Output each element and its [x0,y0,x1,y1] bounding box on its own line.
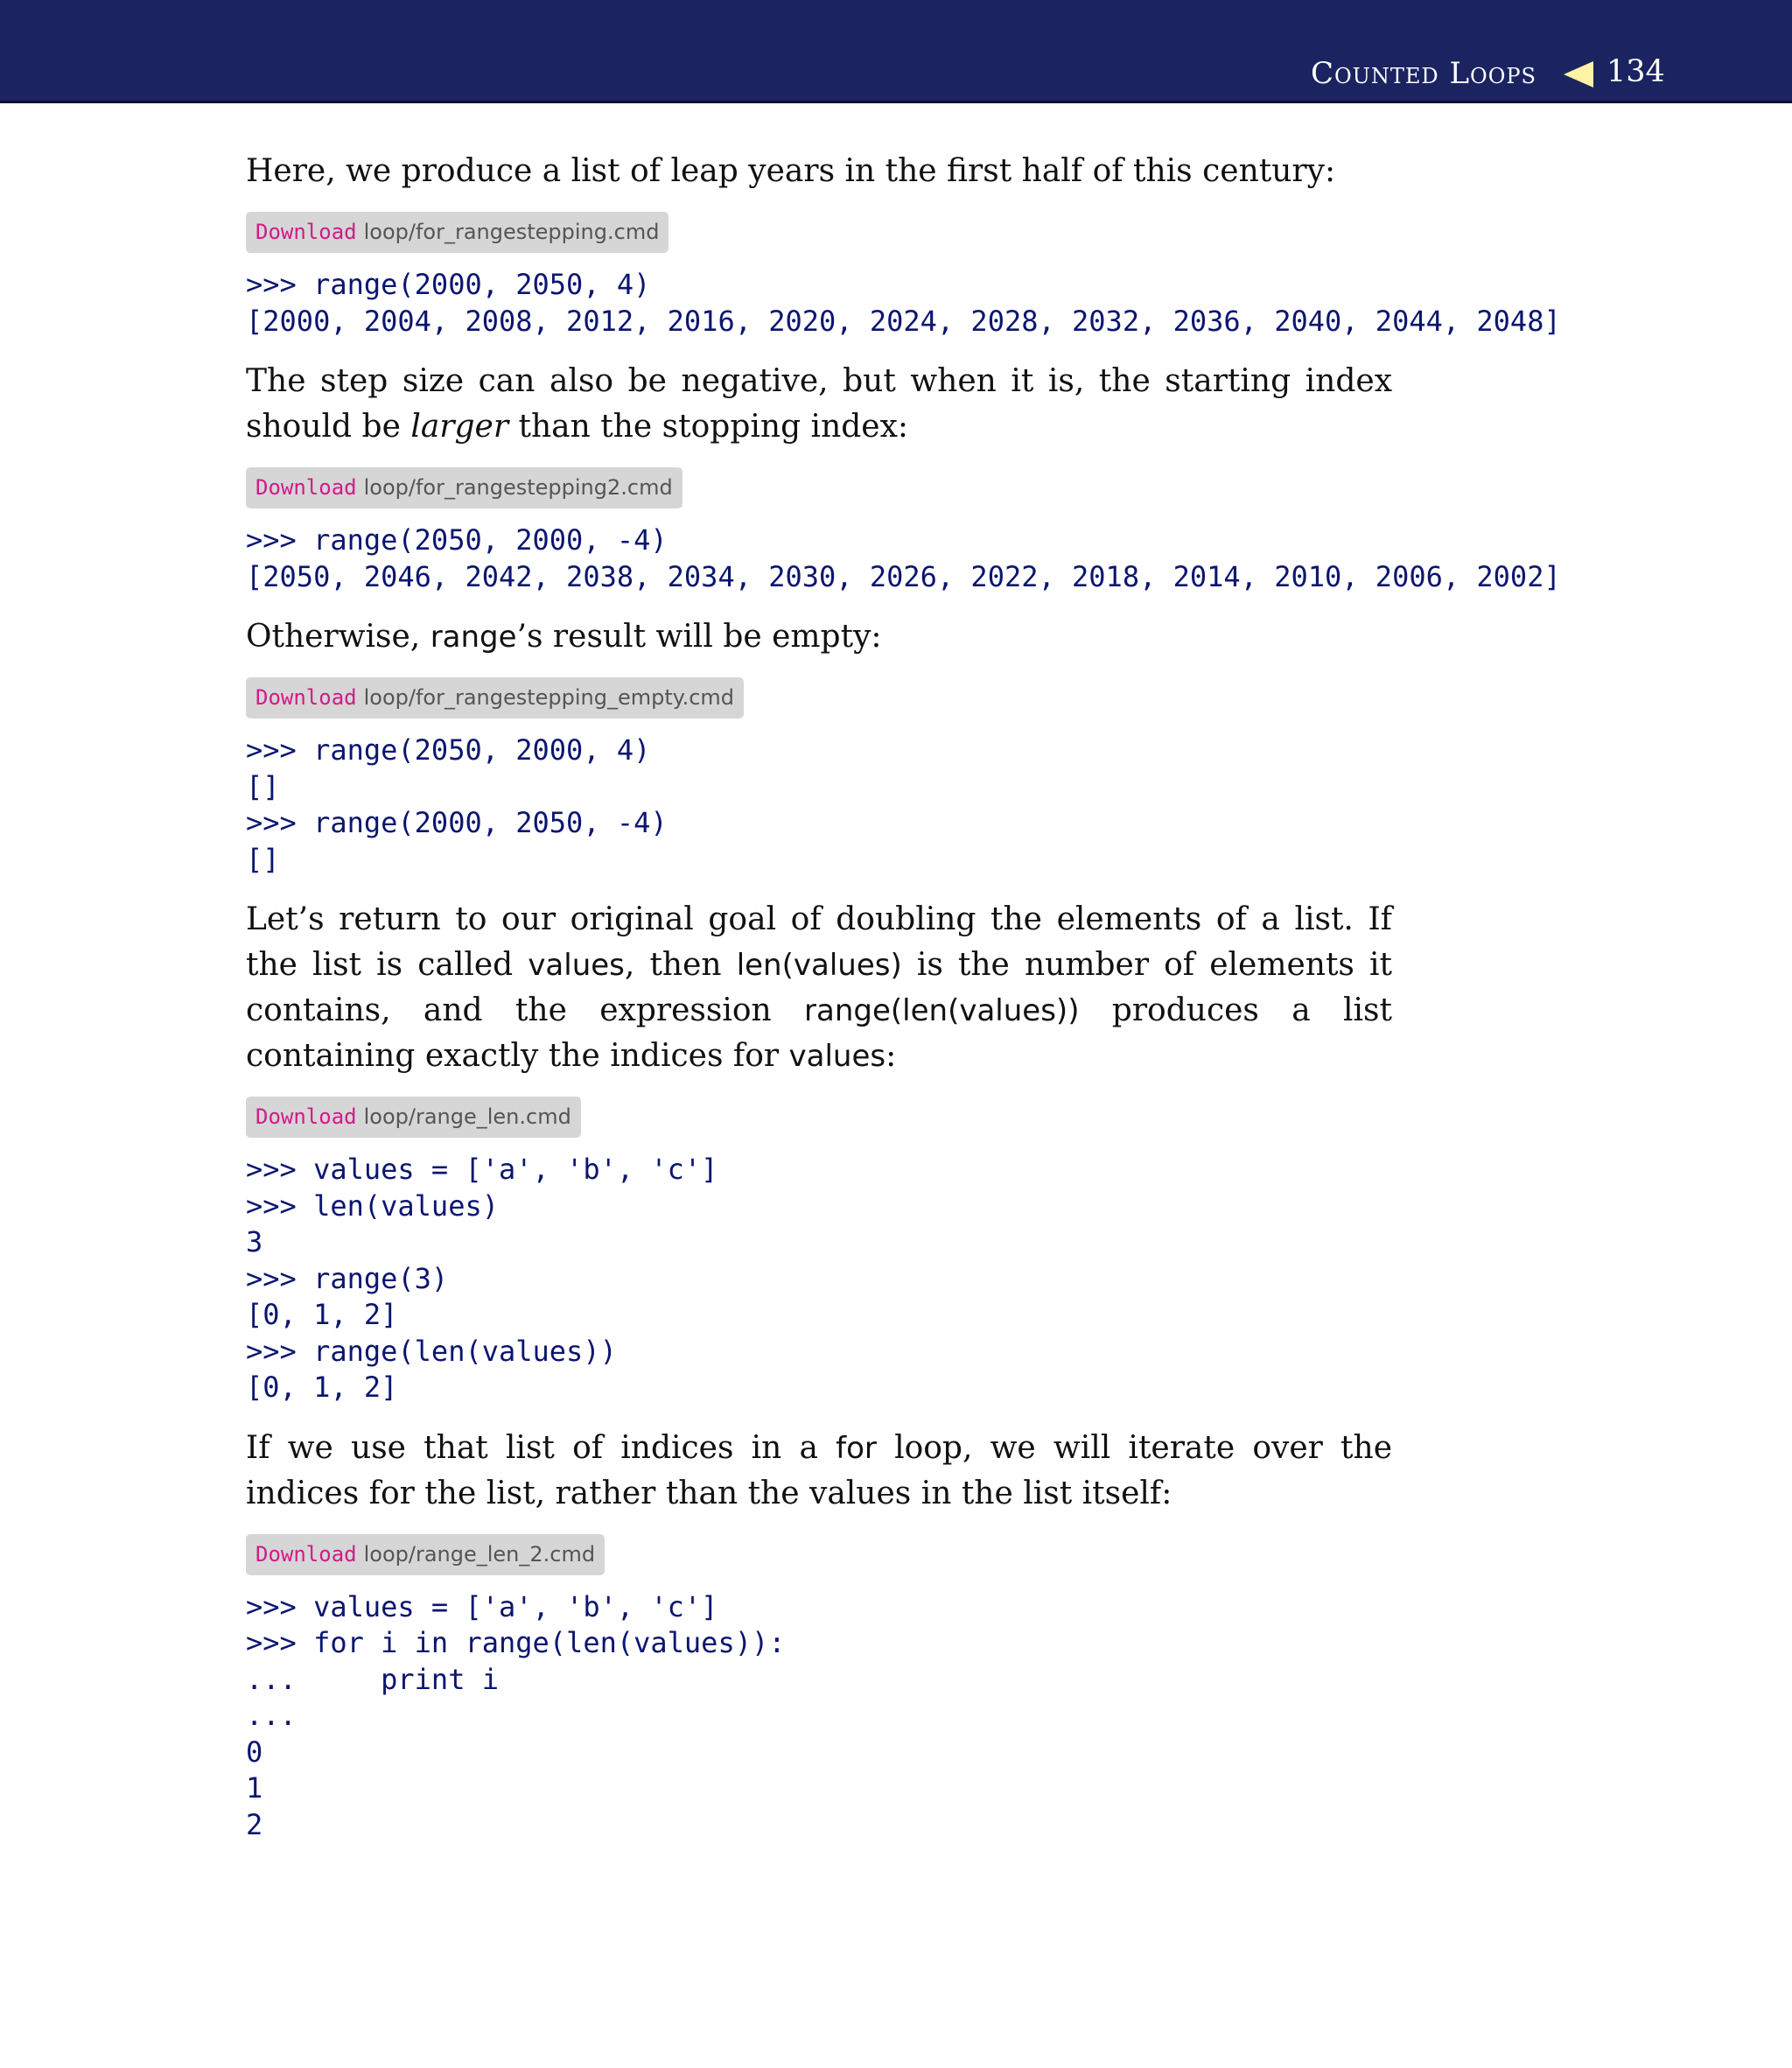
code-block: >>> range(2050, 2000, -4) [2050, 2046, 2042, 2038, 2034, 2030, 2026, 2022, 2018, 2014, 2010, 2006, 2002] [246,523,1561,593]
emphasis-larger: larger [410,409,509,445]
inline-code: len(values) [736,948,902,983]
download-link[interactable] [246,1534,605,1575]
download-path: loop/range_len_2.cmd [363,1541,596,1567]
download-label: Download [256,475,357,500]
download-link[interactable] [246,677,744,719]
inline-code: for [836,1430,877,1466]
download-path: loop/for_rangestepping_empty.cmd [363,685,735,710]
section-title: Counted Loops [1310,56,1536,91]
download-label: Download [256,1541,357,1567]
page-header [0,0,1792,103]
download-label: Download [256,220,357,244]
inline-code: range(len(values)) [804,993,1080,1028]
paragraph-iterate-indices: If we use that list of indices in a for loop, we will iterate over the indices for the list, rather than the values in the list itself: [246,1429,1392,1511]
download-path: loop/for_rangestepping2.cmd [363,475,673,500]
inline-code: values [788,1039,886,1074]
code-block: >>> range(2000, 2050, 4) [2000, 2004, 2008, 2012, 2016, 2020, 2024, 2028, 2032, 2036, 2040, 2044, 2048] [246,268,1561,338]
code-block: >>> values = ['a', 'b', 'c'] >>> len(values) 3 >>> range(3) [0, 1, 2] >>> range(len(values)) [0, 1, 2] [246,1153,718,1404]
download-path: loop/for_rangestepping.cmd [363,220,660,244]
code-block: >>> values = ['a', 'b', 'c'] >>> for i in range(len(values)): ... print i ... 0 1 2 [246,1589,786,1841]
download-label: Download [256,685,357,710]
download-link[interactable] [246,1097,581,1138]
paragraph-empty-result: Otherwise, range’s result will be empty: [246,619,882,655]
download-label: Download [256,1104,357,1129]
inline-code: range [430,620,517,655]
download-link[interactable] [246,212,668,253]
paragraph-negative-step: The step size can also be negative, but when it is, the starting index should be larger than the stopping index: [246,363,1392,445]
inline-code: values [528,948,625,983]
page-number: 134 [1606,54,1665,89]
download-link[interactable] [246,467,682,508]
page-content [246,149,1561,1843]
download-path: loop/range_len.cmd [363,1104,571,1129]
previous-page-arrow-icon[interactable] [1564,61,1593,88]
code-block: >>> range(2050, 2000, 4) [] >>> range(2000, 2050, -4) [] [246,733,668,876]
paragraph-leap-years: Here, we produce a list of leap years in the first half of this century: [246,153,1336,189]
paragraph-doubling-goal: Let’s return to our original goal of doubling the elements of a list. If the list is called values, then len(values) is the number of elements it contains, and the expression range(len(values)) produces a list containing exactly the indices for values: [246,901,1392,1074]
